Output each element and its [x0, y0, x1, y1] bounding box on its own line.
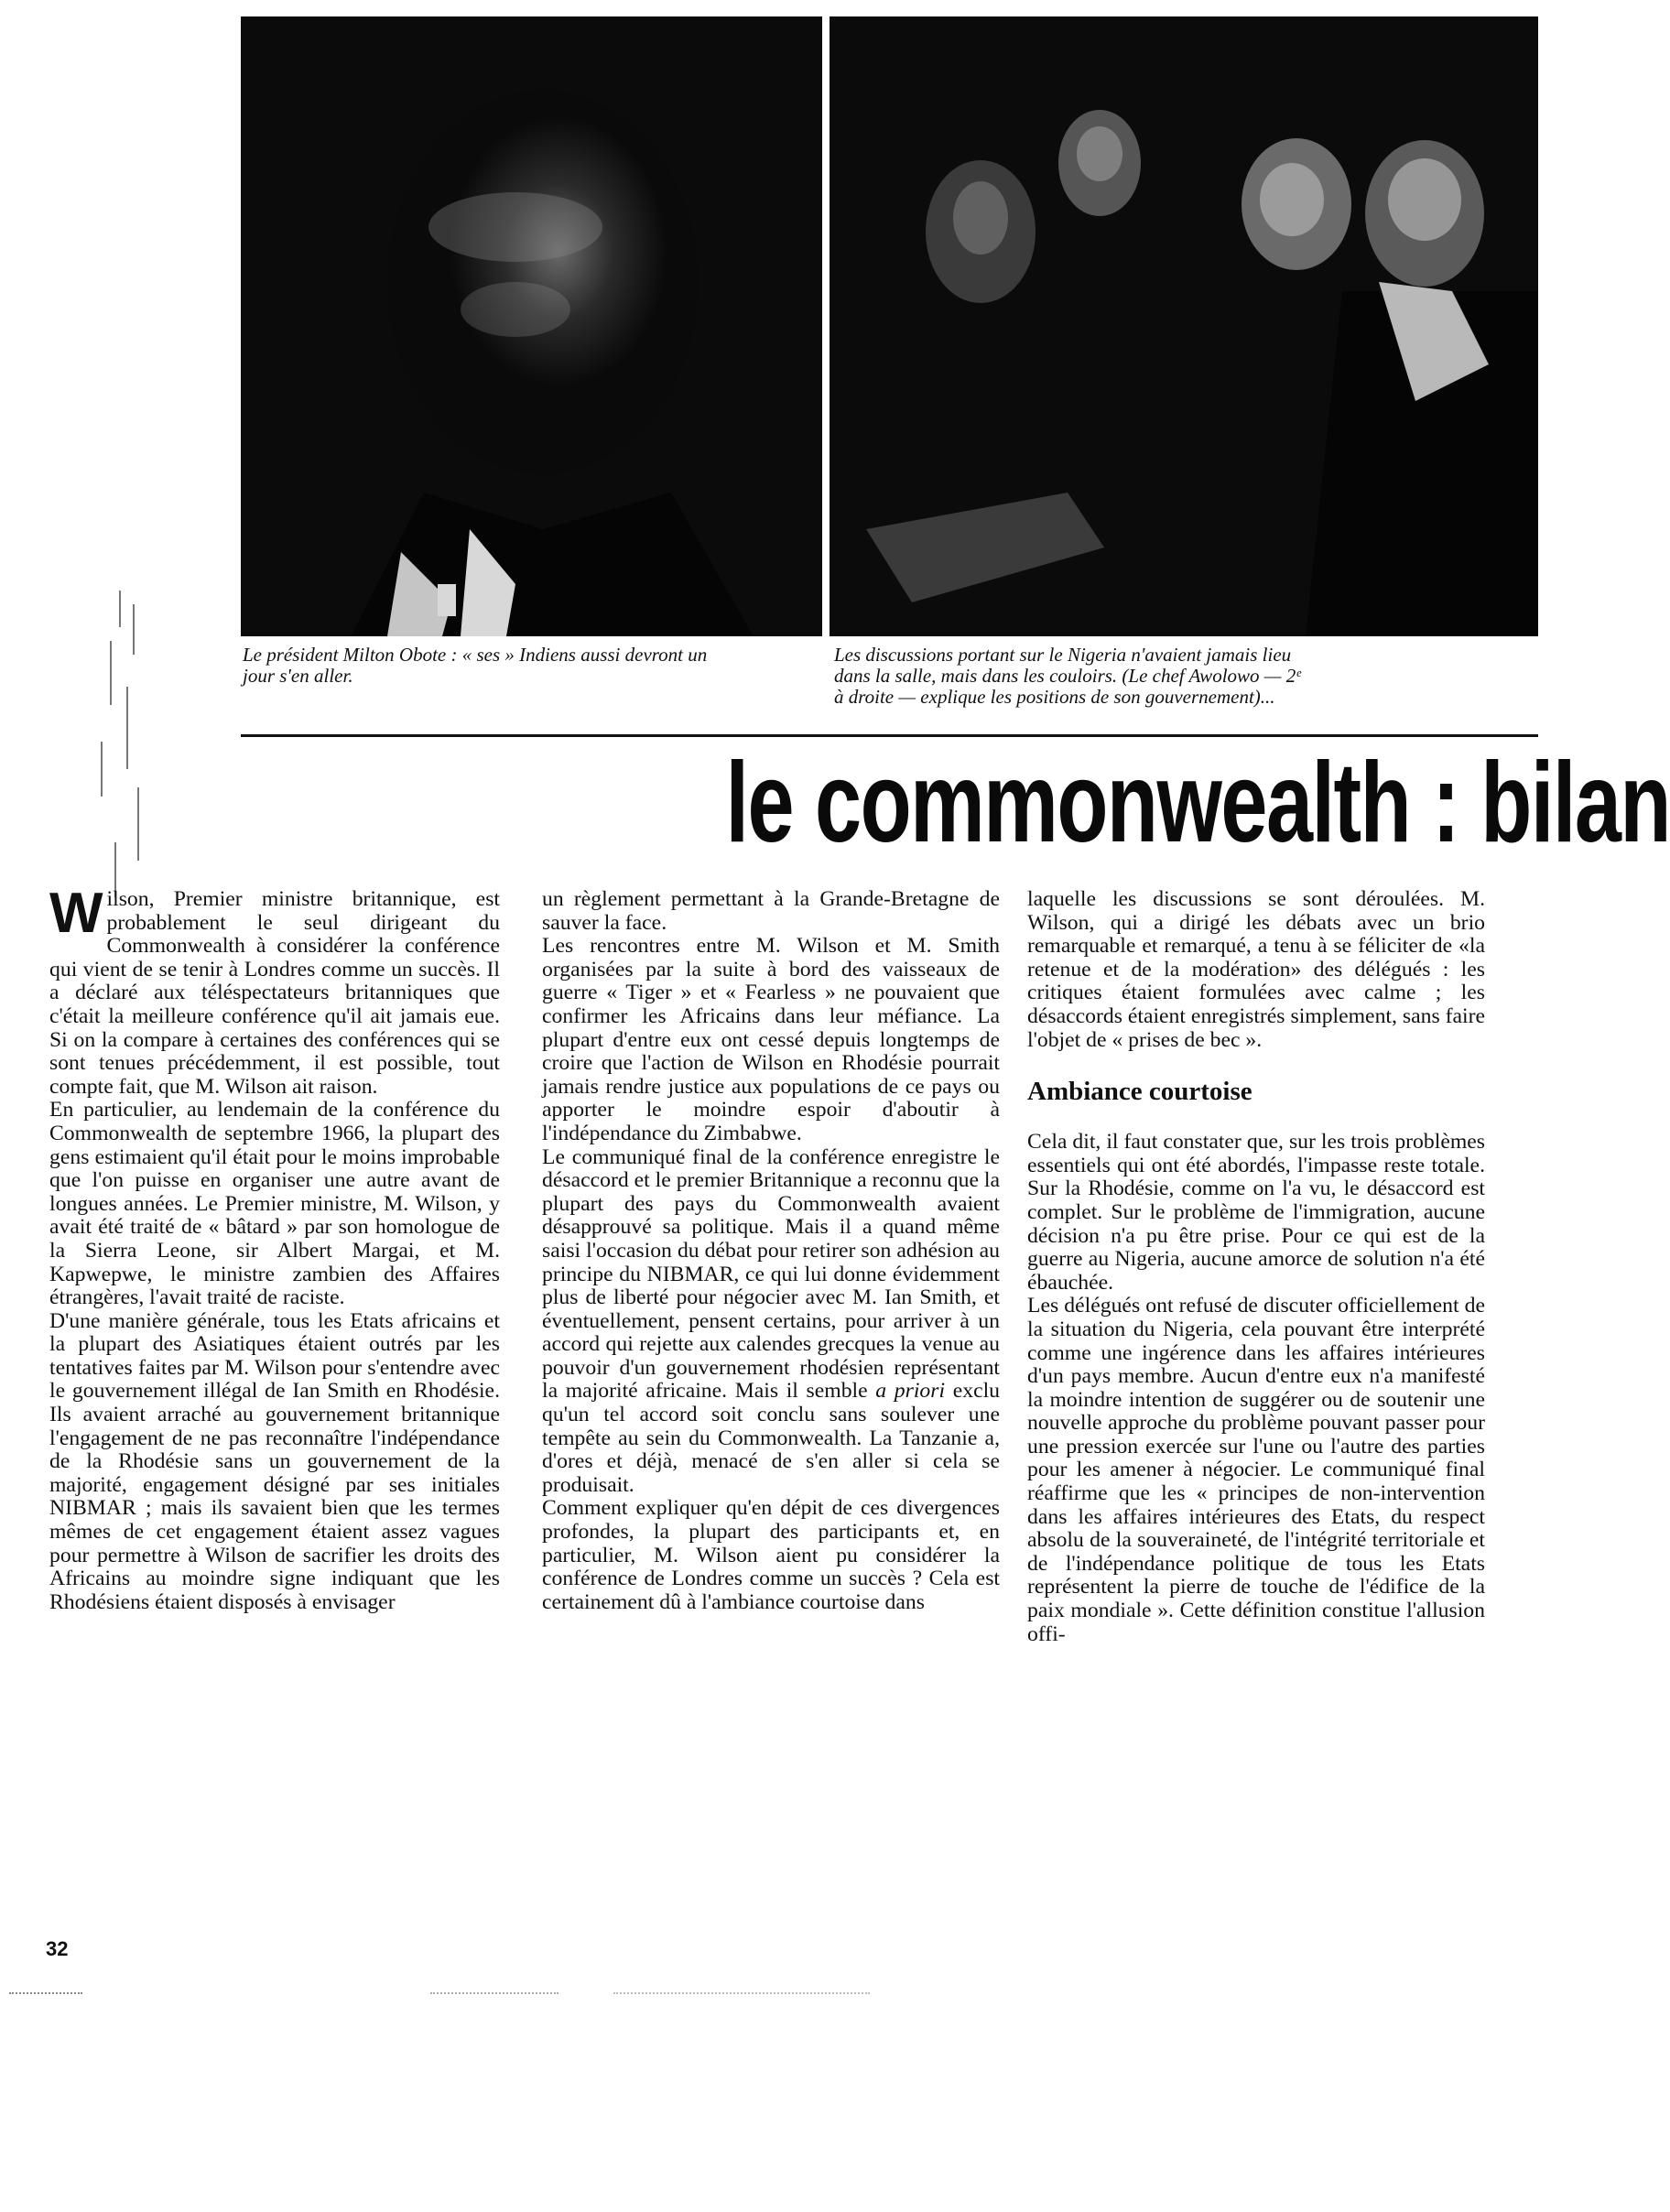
col2-paragraph-1: un règlement permettant à la Grande-Bretagne de sauver la face. — [542, 887, 1000, 935]
dropcap: W — [49, 882, 103, 945]
col1-p1-text: ilson, Premier ministre britannique, est probablement le seul dirigeant du Commonwealth à considérer la conférence qui vient de se tenir à Londres comme un succès. Il a déclaré aux téléspectateurs britanniques que c'était la meilleure conférence qu'il ait jamais eue. Si on la compare à certaines des conférences qui se sont tenues précédemment, il est possible, tout compte fait, que M. Wilson ait raison. — [49, 887, 500, 1099]
col1-paragraph-1 — [49, 882, 500, 1099]
col2-p3a: Le communiqué final de la conférence enregistre le désaccord et le premier Britannique a reconnu que la plupart des pays du Commonwealth avaient désapprouvé sa politique. Mais il a quand même saisi l'occasion du débat pour retirer son adhésion au principe du NIBMAR, ce qui lui donne évidemment plus de liberté pour négocier avec M. Ian Smith, et éventuellement, pensent certains, pour arriver à un accord qui rejette aux calendes grecques la venue au pouvoir d'un gouvernement rhodésien représentant la majorité africaine. Mais il semble — [542, 1144, 1000, 1404]
col1-paragraph-2: En particulier, au lendemain de la conférence du Commonwealth de septembre 1966, la plupart des gens estimaient qu'il était pour le moins improbable que l'on puisse en organiser une autre avant de longues années. Le Premier ministre, M. Wilson, y avait été traité de « bâtard » par son homologue de la Sierra Leone, sir Albert Margai, et M. Kapwepwe, le ministre zambien des Affaires étrangères, l'avait traité de raciste. — [49, 1098, 500, 1310]
page-number: 32 — [46, 1937, 69, 1960]
photo-obote-image — [241, 16, 822, 636]
article-column-3 — [1027, 888, 1485, 1646]
col2-p3b: exclu qu'un tel accord soit conclu sans soulever une tempête au sein du Commonwealth. La Tanzanie a, d'ores et déjà, menacé de s'en aller si cela se produisait. — [542, 1379, 1001, 1497]
col2-paragraph-2: Les rencontres entre M. Wilson et M. Smith organisées par la suite à bord des vaisseaux de guerre « Tiger » et « Fearless » ne pouvaient que confirmer les Africains dans leur méfiance. La plupart d'entre eux ont cessé depuis longtemps de croire que l'action de Wilson en Rhodésie pourrait jamais rendre justice aux populations de ce pays ou apporter le moindre espoir d'aboutir à l'indépendance du Zimbabwe. — [542, 934, 1000, 1145]
col2-italic: a priori — [875, 1379, 946, 1404]
scan-artifact-mid — [430, 1992, 558, 1998]
article-column-1 — [49, 882, 500, 1614]
scan-artifact-mid2 — [613, 1992, 870, 1998]
photo-corridor-discussion — [830, 16, 1538, 636]
headline — [394, 735, 1670, 871]
scan-artifact-left — [9, 1992, 82, 1998]
article-column-2 — [542, 888, 1000, 1614]
headline-text: le commonwealth : bilan — [725, 740, 1670, 866]
caption-right: Les discussions portant sur le Nigeria n'avaient jamais lieu dans la salle, mais dans les couloirs. (Le chef Awolowo — 2ᵉ à droite — explique les positions de son gouvernement)... — [834, 644, 1301, 708]
col3-paragraph-2: Cela dit, il faut constater que, sur les trois problèmes essentiels qui ont été abordés, l'impasse reste totale. Sur la Rhodésie, comme on l'a vu, le désaccord est complet. Sur le problème de l'immigration, aucune décision n'a pu être prise. Pour ce qui est de la guerre au Nigeria, aucune amorce de solution n'a été ébauchée. — [1027, 1130, 1485, 1295]
subheading: Ambiance courtoise — [1027, 1077, 1252, 1107]
col2-paragraph-3 — [542, 1146, 1000, 1498]
col1-paragraph-3: D'une manière générale, tous les Etats africains et la plupart des Asiatiques étaient outrés par les tentatives faites par M. Wilson pour s'entendre avec le gouvernement illégal de Ian Smith en Rhodésie. Ils avaient arraché au gouvernement britannique l'engagement de ne pas reconnaître l'indépendance de la Rhodésie sans un gouvernement de la majorité, engagement désigné par ses initiales NIBMAR ; mais ils savaient bien que les termes mêmes de cet engagement étaient assez vagues pour permettre à Wilson de sacrifier les droits des Africains au moindre signe indiquant que les Rhodésiens étaient disposés à envisager — [49, 1308, 500, 1614]
col3-paragraph-3: Les délégués ont refusé de discuter officiellement de la situation du Nigeria, cela pouvant être interprété comme une ingérence dans les affaires intérieures d'un pays membre. Aucun d'entre eux n'a manifesté la moindre intention de suggérer ou de soutenir une nouvelle approche du problème pouvant passer pour une pression exercée sur l'une ou l'autre des parties pour les amener à négocier. Le communiqué final réaffirme que les « principes de non-intervention dans les affaires intérieures des Etats, du respect absolu de la souveraineté, de l'intégrité territoriale et de l'indépendance politique de tous les Etats représentent la pierre de touche de l'édifice de la paix mondiale ». Cette définition constitue l'allusion offi- — [1027, 1294, 1485, 1646]
col2-paragraph-4: Comment expliquer qu'en dépit de ces divergences profondes, la plupart des participants et, en particulier, M. Wilson aient pu considérer la conférence de Londres comme un succès ? Cela est certainement dû à l'ambiance courtoise dans — [542, 1496, 1000, 1614]
caption-left: Le président Milton Obote : « ses » Indiens aussi devront un jour s'en aller. — [243, 644, 708, 687]
margin-specks — [82, 586, 156, 916]
col3-paragraph-1: laquelle les discussions se sont déroulées. M. Wilson, qui a dirigé les débats avec un brio remarquable et remarqué, a tenu à se féliciter de «la retenue et de la modération» des délégués : les critiques étaient formulées avec calme ; les désaccords étaient enregistrés simplement, sans faire l'objet de « prises de bec ». — [1027, 887, 1485, 1052]
photo-milton-obote — [241, 16, 822, 636]
photo-corridor-image — [830, 16, 1538, 636]
